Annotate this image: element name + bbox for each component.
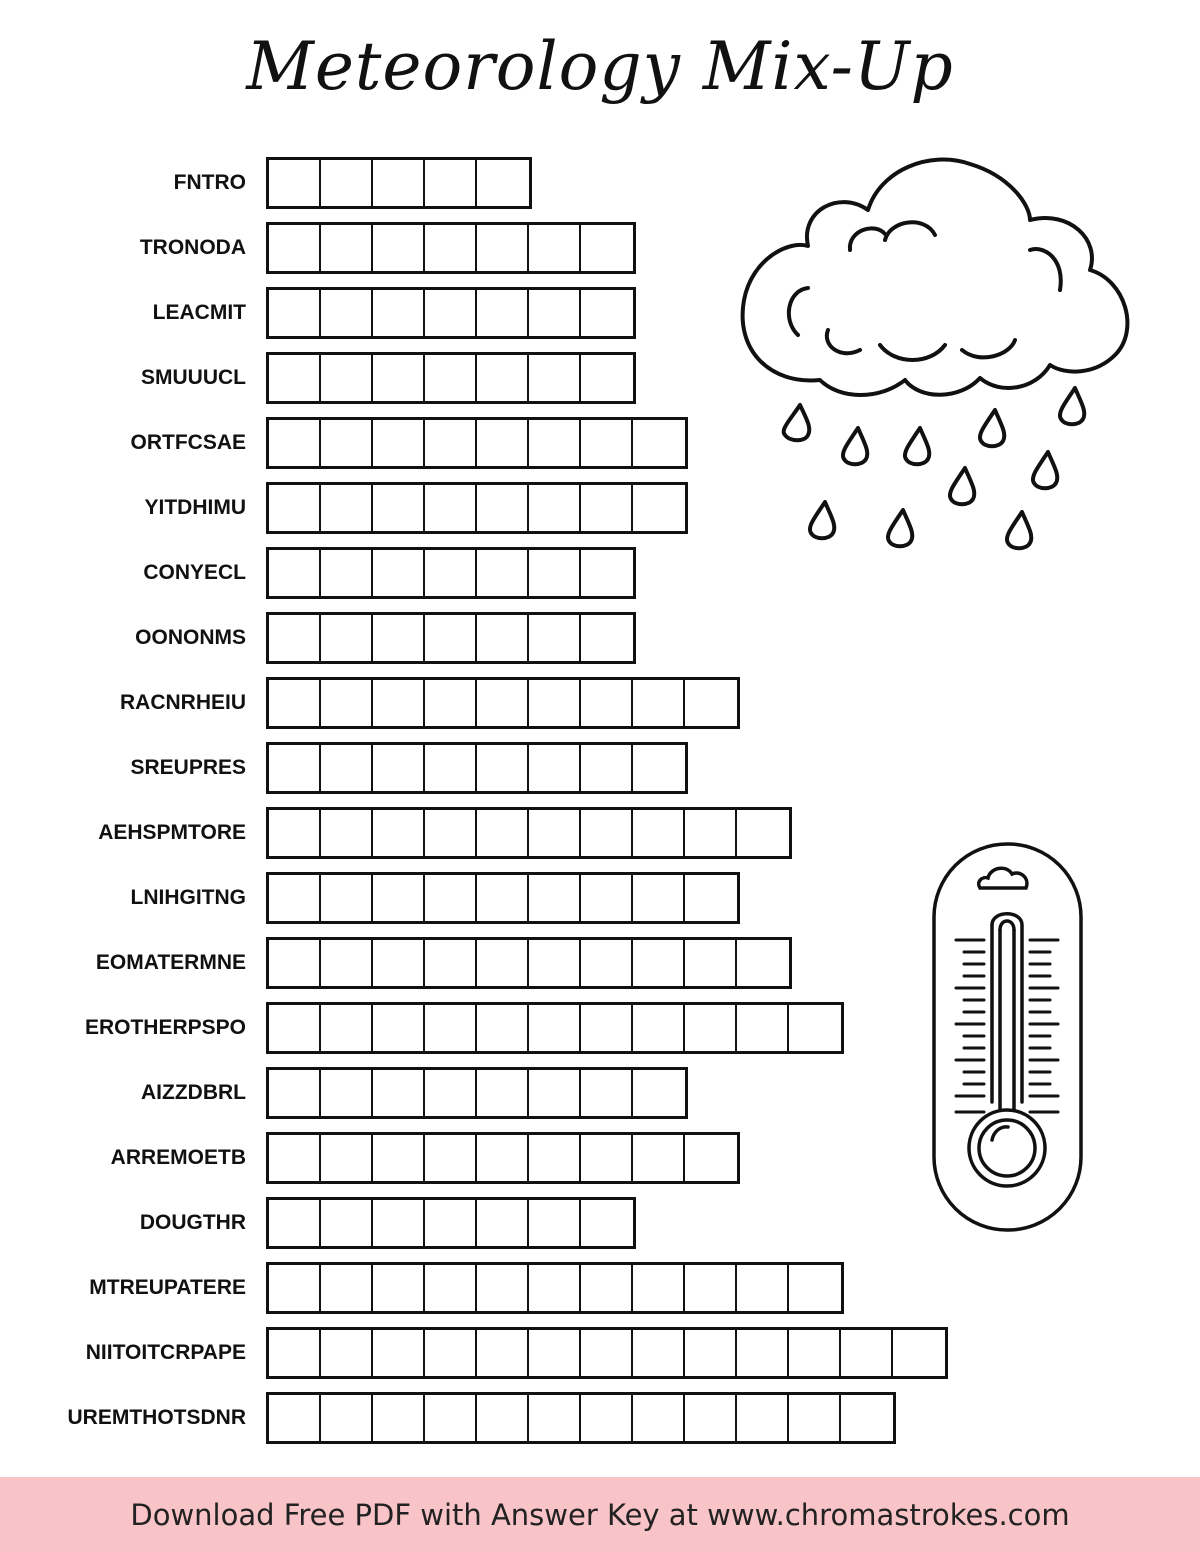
letter-box[interactable]: [477, 550, 529, 596]
letter-box[interactable]: [789, 1395, 841, 1441]
scrambled-word: SMUUUCL: [141, 366, 246, 389]
answer-boxes: [266, 872, 740, 924]
letter-box[interactable]: [373, 1395, 425, 1441]
letter-box[interactable]: [685, 1330, 737, 1376]
letter-box[interactable]: [373, 290, 425, 336]
scrambled-word: NIITOITCRPAPE: [85, 1341, 246, 1364]
letter-box[interactable]: [269, 745, 321, 791]
letter-box[interactable]: [633, 1265, 685, 1311]
letter-box[interactable]: [373, 1070, 425, 1116]
letter-box[interactable]: [529, 225, 581, 271]
footer-banner: [0, 1477, 1200, 1552]
scrambled-word: YITDHIMU: [144, 496, 246, 519]
letter-box[interactable]: [425, 1330, 477, 1376]
answer-boxes: [266, 1132, 740, 1184]
letter-box[interactable]: [373, 1005, 425, 1051]
letter-box[interactable]: [789, 1330, 841, 1376]
letter-box[interactable]: [737, 940, 789, 986]
puzzle-row: [0, 417, 688, 469]
footer-text: Download Free PDF with Answer Key at www.chromastrokes.com: [130, 1497, 1070, 1532]
letter-box[interactable]: [685, 1005, 737, 1051]
letter-box[interactable]: [581, 680, 633, 726]
letter-box[interactable]: [581, 1200, 633, 1246]
letter-box[interactable]: [633, 810, 685, 856]
letter-box[interactable]: [425, 615, 477, 661]
letter-box[interactable]: [529, 615, 581, 661]
letter-box[interactable]: [269, 355, 321, 401]
letter-box[interactable]: [477, 615, 529, 661]
answer-boxes: [266, 222, 636, 274]
scrambled-word: OONONMS: [135, 626, 246, 649]
letter-box[interactable]: [737, 1395, 789, 1441]
letter-box[interactable]: [581, 615, 633, 661]
puzzle-row: [0, 352, 636, 404]
puzzle-row: [0, 1067, 688, 1119]
letter-box[interactable]: [425, 810, 477, 856]
letter-box[interactable]: [529, 940, 581, 986]
letter-box[interactable]: [529, 485, 581, 531]
letter-box[interactable]: [425, 1070, 477, 1116]
rain-cloud-icon: [730, 150, 1140, 560]
letter-box[interactable]: [633, 1005, 685, 1051]
scrambled-word: LNIHGITNG: [130, 886, 246, 909]
letter-box[interactable]: [373, 615, 425, 661]
letter-box[interactable]: [321, 875, 373, 921]
answer-boxes: [266, 1197, 636, 1249]
letter-box[interactable]: [529, 355, 581, 401]
letter-box[interactable]: [425, 225, 477, 271]
letter-box[interactable]: [425, 420, 477, 466]
letter-box[interactable]: [477, 225, 529, 271]
page-title: Meteorology Mix-Up: [246, 28, 954, 105]
letter-box[interactable]: [685, 940, 737, 986]
letter-box[interactable]: [841, 1395, 893, 1441]
letter-box[interactable]: [685, 680, 737, 726]
letter-box[interactable]: [529, 1005, 581, 1051]
answer-boxes: [266, 352, 636, 404]
scrambled-word: AEHSPMTORE: [98, 821, 246, 844]
letter-box[interactable]: [321, 1135, 373, 1181]
puzzle-row: [0, 742, 688, 794]
puzzle-row: [0, 547, 636, 599]
letter-box[interactable]: [477, 680, 529, 726]
letter-box[interactable]: [633, 1070, 685, 1116]
scrambled-word: MTREUPATERE: [89, 1276, 246, 1299]
letter-box[interactable]: [529, 875, 581, 921]
letter-box[interactable]: [737, 810, 789, 856]
puzzle-row: [0, 677, 740, 729]
answer-boxes: [266, 547, 636, 599]
letter-box[interactable]: [425, 680, 477, 726]
letter-box[interactable]: [581, 1005, 633, 1051]
answer-boxes: [266, 157, 532, 209]
letter-box[interactable]: [269, 1200, 321, 1246]
puzzle-row: [0, 1262, 844, 1314]
letter-box[interactable]: [425, 355, 477, 401]
answer-boxes: [266, 1392, 896, 1444]
puzzle-row: [0, 872, 740, 924]
answer-boxes: [266, 482, 688, 534]
scrambled-word: ORTFCSAE: [130, 431, 246, 454]
answer-boxes: [266, 1262, 844, 1314]
letter-box[interactable]: [581, 1395, 633, 1441]
letter-box[interactable]: [373, 1200, 425, 1246]
letter-box[interactable]: [477, 1265, 529, 1311]
scrambled-word: RACNRHEIU: [120, 691, 246, 714]
letter-box[interactable]: [581, 355, 633, 401]
scrambled-word: UREMTHOTSDNR: [67, 1406, 246, 1429]
letter-box[interactable]: [529, 745, 581, 791]
letter-box[interactable]: [581, 550, 633, 596]
answer-boxes: [266, 287, 636, 339]
letter-box[interactable]: [529, 550, 581, 596]
letter-box[interactable]: [321, 485, 373, 531]
scrambled-word: FNTRO: [173, 171, 246, 194]
scrambled-word: EOMATERMNE: [95, 951, 246, 974]
letter-box[interactable]: [529, 810, 581, 856]
letter-box[interactable]: [373, 485, 425, 531]
letter-box[interactable]: [373, 355, 425, 401]
letter-box[interactable]: [269, 810, 321, 856]
letter-box[interactable]: [581, 420, 633, 466]
letter-box[interactable]: [477, 1135, 529, 1181]
answer-boxes: [266, 677, 740, 729]
letter-box[interactable]: [269, 160, 321, 206]
letter-box[interactable]: [581, 940, 633, 986]
letter-box[interactable]: [581, 1265, 633, 1311]
letter-box[interactable]: [477, 810, 529, 856]
letter-box[interactable]: [529, 420, 581, 466]
letter-box[interactable]: [581, 225, 633, 271]
letter-box[interactable]: [321, 1005, 373, 1051]
puzzle-row: [0, 1132, 740, 1184]
puzzle-row: [0, 1327, 948, 1379]
letter-box[interactable]: [269, 940, 321, 986]
letter-box[interactable]: [581, 745, 633, 791]
letter-box[interactable]: [581, 290, 633, 336]
letter-box[interactable]: [321, 1265, 373, 1311]
letter-box[interactable]: [529, 290, 581, 336]
letter-box[interactable]: [633, 1330, 685, 1376]
letter-box[interactable]: [269, 1135, 321, 1181]
letter-box[interactable]: [269, 420, 321, 466]
letter-box[interactable]: [321, 680, 373, 726]
letter-box[interactable]: [529, 1330, 581, 1376]
letter-box[interactable]: [737, 1330, 789, 1376]
letter-box[interactable]: [893, 1330, 945, 1376]
letter-box[interactable]: [373, 680, 425, 726]
letter-box[interactable]: [373, 1330, 425, 1376]
letter-box[interactable]: [269, 550, 321, 596]
scrambled-word: EROTHERPSPO: [84, 1016, 246, 1039]
letter-box[interactable]: [269, 485, 321, 531]
letter-box[interactable]: [373, 550, 425, 596]
letter-box[interactable]: [581, 1330, 633, 1376]
letter-box[interactable]: [269, 1070, 321, 1116]
puzzle-row: [0, 157, 532, 209]
puzzle-row: [0, 1002, 844, 1054]
letter-box[interactable]: [321, 1395, 373, 1441]
letter-box[interactable]: [425, 160, 477, 206]
letter-box[interactable]: [269, 1330, 321, 1376]
letter-box[interactable]: [477, 420, 529, 466]
answer-boxes: [266, 1067, 688, 1119]
letter-box[interactable]: [581, 875, 633, 921]
answer-boxes: [266, 612, 636, 664]
puzzle-row: [0, 937, 792, 989]
letter-box[interactable]: [425, 290, 477, 336]
letter-box[interactable]: [373, 810, 425, 856]
letter-box[interactable]: [373, 160, 425, 206]
letter-box[interactable]: [321, 550, 373, 596]
letter-box[interactable]: [373, 940, 425, 986]
letter-box[interactable]: [529, 1070, 581, 1116]
letter-box[interactable]: [477, 1070, 529, 1116]
answer-boxes: [266, 807, 792, 859]
scrambled-word: ARREMOETB: [110, 1146, 246, 1169]
scrambled-word: LEACMIT: [152, 301, 246, 324]
letter-box[interactable]: [373, 225, 425, 271]
answer-boxes: [266, 937, 792, 989]
letter-box[interactable]: [321, 745, 373, 791]
letter-box[interactable]: [581, 1070, 633, 1116]
thermometer-icon: [930, 840, 1085, 1235]
letter-box[interactable]: [425, 1395, 477, 1441]
letter-box[interactable]: [269, 615, 321, 661]
letter-box[interactable]: [373, 1265, 425, 1311]
letter-box[interactable]: [425, 1005, 477, 1051]
scrambled-word: SREUPRES: [130, 756, 246, 779]
letter-box[interactable]: [321, 355, 373, 401]
letter-box[interactable]: [373, 745, 425, 791]
letter-box[interactable]: [321, 615, 373, 661]
letter-box[interactable]: [581, 485, 633, 531]
letter-box[interactable]: [269, 875, 321, 921]
letter-box[interactable]: [425, 875, 477, 921]
letter-box[interactable]: [425, 745, 477, 791]
letter-box[interactable]: [373, 420, 425, 466]
letter-box[interactable]: [477, 1005, 529, 1051]
puzzle-row: [0, 222, 636, 274]
letter-box[interactable]: [373, 1135, 425, 1181]
letter-box[interactable]: [633, 485, 685, 531]
letter-box[interactable]: [477, 160, 529, 206]
answer-boxes: [266, 417, 688, 469]
puzzle-row: [0, 482, 688, 534]
letter-box[interactable]: [269, 1395, 321, 1441]
letter-box[interactable]: [321, 290, 373, 336]
letter-box[interactable]: [633, 745, 685, 791]
letter-box[interactable]: [373, 875, 425, 921]
letter-box[interactable]: [581, 1135, 633, 1181]
letter-box[interactable]: [477, 745, 529, 791]
letter-box[interactable]: [737, 1265, 789, 1311]
letter-box[interactable]: [321, 225, 373, 271]
letter-box[interactable]: [425, 485, 477, 531]
letter-box[interactable]: [685, 1395, 737, 1441]
letter-box[interactable]: [321, 1070, 373, 1116]
letter-box[interactable]: [529, 1200, 581, 1246]
letter-box[interactable]: [633, 875, 685, 921]
letter-box[interactable]: [841, 1330, 893, 1376]
letter-box[interactable]: [737, 1005, 789, 1051]
letter-box[interactable]: [269, 1265, 321, 1311]
letter-box[interactable]: [477, 1330, 529, 1376]
letter-box[interactable]: [269, 1005, 321, 1051]
letter-box[interactable]: [529, 680, 581, 726]
letter-box[interactable]: [269, 680, 321, 726]
letter-box[interactable]: [581, 810, 633, 856]
letter-box[interactable]: [321, 420, 373, 466]
letter-box[interactable]: [321, 160, 373, 206]
letter-box[interactable]: [529, 1395, 581, 1441]
puzzle-row: [0, 1197, 636, 1249]
letter-box[interactable]: [269, 225, 321, 271]
letter-box[interactable]: [269, 290, 321, 336]
letter-box[interactable]: [685, 1265, 737, 1311]
scrambled-word: CONYECL: [143, 561, 246, 584]
letter-box[interactable]: [425, 1265, 477, 1311]
letter-box[interactable]: [477, 1200, 529, 1246]
answer-boxes: [266, 1002, 844, 1054]
scrambled-word: DOUGTHR: [139, 1211, 246, 1234]
letter-box[interactable]: [477, 485, 529, 531]
puzzle-row: [0, 807, 792, 859]
letter-box[interactable]: [425, 550, 477, 596]
letter-box[interactable]: [633, 1395, 685, 1441]
puzzle-row: [0, 1392, 896, 1444]
letter-box[interactable]: [529, 1135, 581, 1181]
letter-box[interactable]: [477, 875, 529, 921]
letter-box[interactable]: [633, 1135, 685, 1181]
letter-box[interactable]: [321, 940, 373, 986]
answer-boxes: [266, 742, 688, 794]
letter-box[interactable]: [477, 290, 529, 336]
scrambled-word: AIZZDBRL: [141, 1081, 246, 1104]
puzzle-row: [0, 287, 636, 339]
letter-box[interactable]: [685, 875, 737, 921]
letter-box[interactable]: [321, 810, 373, 856]
letter-box[interactable]: [685, 1135, 737, 1181]
letter-box[interactable]: [321, 1330, 373, 1376]
letter-box[interactable]: [633, 420, 685, 466]
letter-box[interactable]: [633, 940, 685, 986]
letter-box[interactable]: [425, 940, 477, 986]
letter-box[interactable]: [425, 1135, 477, 1181]
letter-box[interactable]: [685, 810, 737, 856]
letter-box[interactable]: [529, 1265, 581, 1311]
letter-box[interactable]: [477, 940, 529, 986]
letter-box[interactable]: [425, 1200, 477, 1246]
letter-box[interactable]: [789, 1265, 841, 1311]
puzzle-row: [0, 612, 636, 664]
answer-boxes: [266, 1327, 948, 1379]
letter-box[interactable]: [633, 680, 685, 726]
letter-box[interactable]: [477, 1395, 529, 1441]
letter-box[interactable]: [321, 1200, 373, 1246]
letter-box[interactable]: [477, 355, 529, 401]
scrambled-word: TRONODA: [139, 236, 246, 259]
letter-box[interactable]: [789, 1005, 841, 1051]
